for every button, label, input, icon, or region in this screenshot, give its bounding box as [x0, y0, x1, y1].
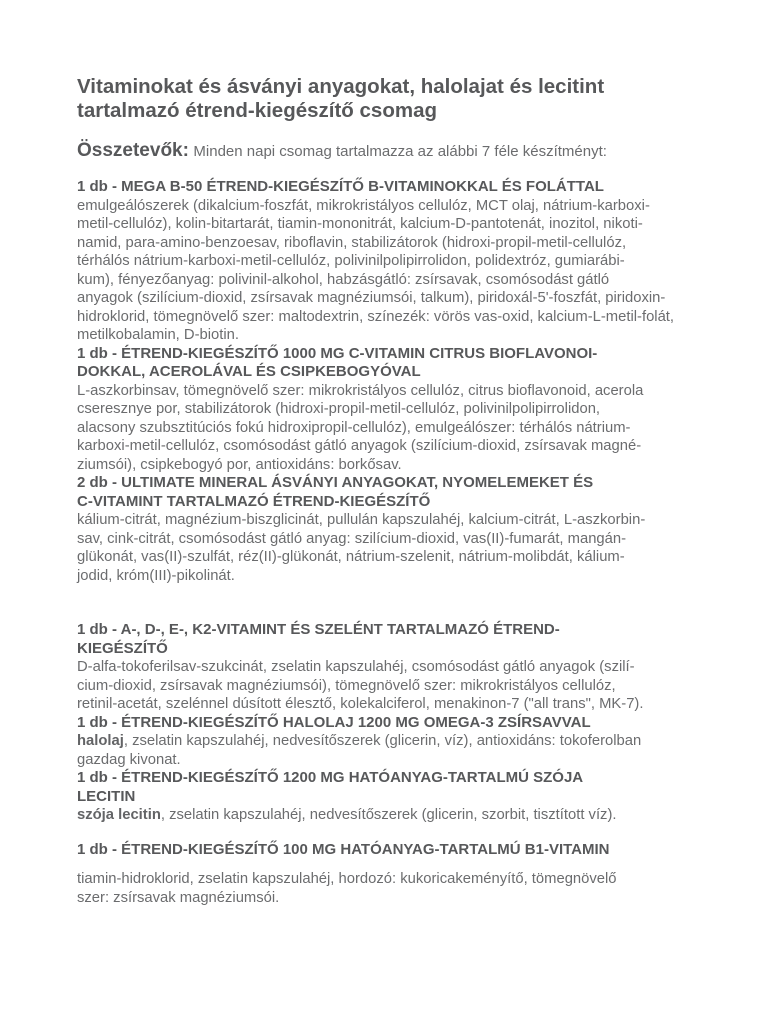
section-ingredients — [77, 870, 708, 907]
page-title-line-1: Vitaminokat és ásványi anyagokat, halolajat és lecitint — [77, 75, 605, 98]
section-heading — [77, 841, 708, 860]
section-ingredients — [77, 382, 708, 475]
ingredients-line: cium-dioxid, zsírsavak magnéziumsói), tömegnövelő szer: mikrokristályos cellulóz, — [77, 677, 616, 694]
ingredients-line: szója lecitin, zselatin kapszulahéj, nedvesítőszerek (glicerin, szorbit, tisztított víz). — [77, 807, 617, 823]
section-heading-line: KIEGÉSZÍTŐ — [77, 639, 168, 657]
ingredients-line: karboxi-metil-cellulóz, csomósodást gátló anyagok (szilícium-dioxid, zsírsavak magné- — [77, 438, 642, 454]
ingredients-line: namid, para-amino-benzoesav, riboflavin, stabilizátorok (hidroxi-propil-metil-cellulóz, — [77, 234, 627, 251]
section-heading — [77, 714, 708, 733]
page-title — [77, 75, 708, 122]
ingredients-line: glükonát, vas(II)-szulfát, réz(II)-glükonát, nátrium-szelenit, nátrium-molibdát, kálium- — [77, 549, 625, 565]
ingredients-line: metilkobalamin, D-biotin. — [77, 327, 240, 343]
section-ingredients — [77, 511, 708, 585]
section-heading — [77, 474, 708, 511]
ingredient-bold-lead: szója lecitin — [77, 807, 161, 823]
section-heading-line: 1 db - ÉTREND-KIEGÉSZÍTŐ 100 MG HATÓANYAG-TARTALMÚ B1-VITAMIN — [77, 840, 610, 858]
ingredients-line: metil-cellulóz), kolin-bitartarát, tiamin-mononitrát, kalcium-D-pantotenát, inozitol, nikoti- — [77, 216, 643, 232]
ingredients-line: retinil-acetát, szelénnel dúsított élesztő, kolekalciferol, menakinon-7 ("all trans", MK-7). — [77, 696, 644, 712]
sections — [77, 178, 708, 907]
supplement-section — [77, 474, 708, 585]
section-heading-line: 1 db - ÉTREND-KIEGÉSZÍTŐ 1200 MG HATÓANYAG-TARTALMÚ SZÓJA — [77, 769, 584, 786]
section-ingredients — [77, 658, 708, 714]
ingredients-line: kálium-citrát, magnézium-biszglicinát, pullulán kapszulahéj, kalcium-citrát, L-aszkorbin- — [77, 512, 646, 528]
ingredients-line: sav, cink-citrát, csomósodást gátló anyag: szilícium-dioxid, vas(II)-fumarát, mangán- — [77, 530, 627, 547]
ingredients-line: emulgeálószerek (dikalcium-foszfát, mikrokristályos cellulóz, MCT olaj, nátrium-karboxi- — [77, 197, 650, 214]
ingredients-intro-lead: Összetevők: — [77, 140, 189, 161]
ingredients-line: cseresznye por, stabilizátorok (hidroxi-propil-metil-cellulóz, polivinilpolipirrolidon, — [77, 401, 601, 417]
page-title-line-2: tartalmazó étrend-kiegészítő csomag — [77, 98, 437, 122]
ingredients-line: szer: zsírsavak magnéziumsói. — [77, 889, 280, 906]
section-heading-line: 2 db - ULTIMATE MINERAL ÁSVÁNYI ANYAGOKAT, NYOMELEMEKET ÉS — [77, 474, 594, 491]
section-heading — [77, 178, 708, 197]
section-heading-line: 1 db - ÉTREND-KIEGÉSZÍTŐ 1000 MG C-VITAMIN CITRUS BIOFLAVONOI- — [77, 344, 598, 362]
ingredients-line: térhálós nátrium-karboxi-metil-cellulóz, polivinilpolipirrolidon, polidextróz, gumiarábi- — [77, 253, 625, 269]
ingredients-intro-text: Minden napi csomag tartalmazza az alábbi 7 féle készítményt: — [193, 143, 607, 160]
ingredients-line: jodid, króm(III)-pikolinát. — [77, 567, 235, 584]
section-ingredients — [77, 197, 708, 345]
ingredients-line: L-aszkorbinsav, tömegnövelő szer: mikrokristályos cellulóz, citrus bioflavonoid, acerola — [77, 382, 644, 399]
section-heading — [77, 621, 708, 658]
ingredients-line: kum), fényezőanyag: polivinil-alkohol, habzásgátló: zsírsavak, csomósodást gátló — [77, 271, 610, 288]
section-heading-line: DOKKAL, ACEROLÁVAL ÉS CSIPKEBOGYÓVAL — [77, 363, 421, 380]
section-ingredients — [77, 732, 708, 769]
supplement-section — [77, 621, 708, 714]
ingredients-line: hidroklorid, tömegnövelő szer: maltodextrin, színezék: vörös vas-oxid, kalcium-L-metil-folát, — [77, 308, 675, 325]
supplement-section — [77, 769, 708, 825]
ingredient-bold-lead: halolaj — [77, 733, 124, 749]
section-ingredients — [77, 806, 708, 825]
supplement-section — [77, 841, 708, 908]
section-heading-line: LECITIN — [77, 787, 136, 805]
supplement-section — [77, 345, 708, 475]
ingredients-line: tiamin-hidroklorid, zselatin kapszulahéj, hordozó: kukoricakeményítő, tömegnövelő — [77, 871, 617, 887]
ingredients-line: ziumsói), csipkebogyó por, antioxidáns: borkősav. — [77, 456, 402, 473]
section-heading-line: 1 db - MEGA B-50 ÉTREND-KIEGÉSZÍTŐ B-VITAMINOKKAL ÉS FOLÁTTAL — [77, 178, 604, 195]
section-heading-line: 1 db - A-, D-, E-, K2-VITAMINT ÉS SZELÉNT TARTALMAZÓ ÉTREND- — [77, 621, 560, 638]
ingredients-line: anyagok (szilícium-dioxid, zsírsavak magnéziumsói, talkum), piridoxál-5'-foszfát, piridoxin- — [77, 290, 666, 306]
ingredients-line: D-alfa-tokoferilsav-szukcinát, zselatin kapszulahéj, csomósodást gátló anyagok (szilí- — [77, 659, 635, 675]
supplement-section — [77, 714, 708, 770]
ingredients-line: alacsony szubsztitúciós fokú hidroxipropil-cellulóz), emulgeálószer: térhálós nátrium- — [77, 419, 631, 436]
section-heading — [77, 345, 708, 382]
section-heading — [77, 769, 708, 806]
ingredients-intro — [77, 140, 708, 164]
section-heading-line: C-VITAMINT TARTALMAZÓ ÉTREND-KIEGÉSZÍTŐ — [77, 492, 431, 510]
supplement-section — [77, 178, 708, 345]
section-heading-line: 1 db - ÉTREND-KIEGÉSZÍTŐ HALOLAJ 1200 MG OMEGA-3 ZSÍRSAVVAL — [77, 713, 591, 731]
ingredients-line: halolaj, zselatin kapszulahéj, nedvesítőszerek (glicerin, víz), antioxidáns: tokoferolban — [77, 733, 642, 749]
ingredients-line: gazdag kivonat. — [77, 751, 181, 768]
